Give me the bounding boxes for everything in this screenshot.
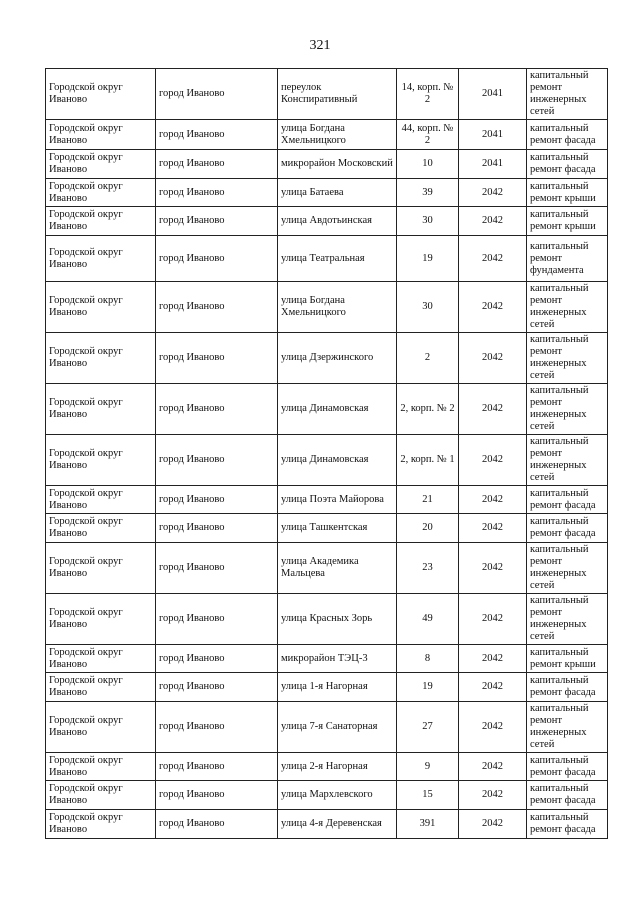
house-number-cell: 23 <box>397 543 459 594</box>
street-cell: улица Поэта Майорова <box>278 486 397 514</box>
house-number-cell: 49 <box>397 594 459 645</box>
work-type-cell: капитальный ремонт инженерных сетей <box>527 435 608 486</box>
municipality-cell: Городской округ Иваново <box>46 236 156 282</box>
year-cell: 2042 <box>459 333 527 384</box>
settlement-cell: город Иваново <box>156 69 278 120</box>
year-cell: 2042 <box>459 236 527 282</box>
year-cell: 2042 <box>459 781 527 810</box>
work-type-cell: капитальный ремонт инженерных сетей <box>527 69 608 120</box>
house-number-cell: 20 <box>397 514 459 543</box>
street-cell: улица 7-я Санаторная <box>278 702 397 753</box>
work-type-cell: капитальный ремонт инженерных сетей <box>527 282 608 333</box>
table-row <box>46 486 608 514</box>
work-type-cell: капитальный ремонт крыши <box>527 207 608 236</box>
work-type-cell: капитальный ремонт инженерных сетей <box>527 384 608 435</box>
municipality-cell: Городской округ Иваново <box>46 486 156 514</box>
settlement-cell: город Иваново <box>156 282 278 333</box>
municipality-cell: Городской округ Иваново <box>46 69 156 120</box>
year-cell: 2042 <box>459 673 527 702</box>
settlement-cell: город Иваново <box>156 753 278 781</box>
work-type-cell: капитальный ремонт фасада <box>527 486 608 514</box>
settlement-cell: город Иваново <box>156 179 278 207</box>
street-cell: улица Красных Зорь <box>278 594 397 645</box>
table-row <box>46 543 608 594</box>
settlement-cell: город Иваново <box>156 781 278 810</box>
settlement-cell: город Иваново <box>156 514 278 543</box>
table-row <box>46 333 608 384</box>
work-type-cell: капитальный ремонт крыши <box>527 645 608 673</box>
year-cell: 2041 <box>459 150 527 179</box>
settlement-cell: город Иваново <box>156 594 278 645</box>
house-number-cell: 2, корп. № 2 <box>397 384 459 435</box>
settlement-cell: город Иваново <box>156 486 278 514</box>
table-row <box>46 150 608 179</box>
house-number-cell: 14, корп. № 2 <box>397 69 459 120</box>
table-row <box>46 384 608 435</box>
municipality-cell: Городской округ Иваново <box>46 333 156 384</box>
municipality-cell: Городской округ Иваново <box>46 207 156 236</box>
street-cell: улица Батаева <box>278 179 397 207</box>
table-row <box>46 179 608 207</box>
table-row <box>46 594 608 645</box>
municipality-cell: Городской округ Иваново <box>46 435 156 486</box>
year-cell: 2042 <box>459 384 527 435</box>
work-type-cell: капитальный ремонт фасада <box>527 514 608 543</box>
house-number-cell: 39 <box>397 179 459 207</box>
work-type-cell: капитальный ремонт инженерных сетей <box>527 543 608 594</box>
work-type-cell: капитальный ремонт инженерных сетей <box>527 702 608 753</box>
municipality-cell: Городской округ Иваново <box>46 150 156 179</box>
municipality-cell: Городской округ Иваново <box>46 384 156 435</box>
house-number-cell: 21 <box>397 486 459 514</box>
work-type-cell: капитальный ремонт фасада <box>527 781 608 810</box>
year-cell: 2042 <box>459 435 527 486</box>
year-cell: 2041 <box>459 69 527 120</box>
street-cell: улица Богдана Хмельницкого <box>278 120 397 150</box>
street-cell: улица Академика Мальцева <box>278 543 397 594</box>
street-cell: улица Богдана Хмельницкого <box>278 282 397 333</box>
house-number-cell: 391 <box>397 810 459 839</box>
house-number-cell: 9 <box>397 753 459 781</box>
table-row <box>46 236 608 282</box>
municipality-cell: Городской округ Иваново <box>46 514 156 543</box>
year-cell: 2042 <box>459 207 527 236</box>
street-cell: улица 4-я Деревенская <box>278 810 397 839</box>
settlement-cell: город Иваново <box>156 236 278 282</box>
house-number-cell: 10 <box>397 150 459 179</box>
work-type-cell: капитальный ремонт фасада <box>527 753 608 781</box>
municipality-cell: Городской округ Иваново <box>46 781 156 810</box>
work-type-cell: капитальный ремонт инженерных сетей <box>527 333 608 384</box>
settlement-cell: город Иваново <box>156 810 278 839</box>
work-type-cell: капитальный ремонт фасада <box>527 120 608 150</box>
municipality-cell: Городской округ Иваново <box>46 673 156 702</box>
municipality-cell: Городской округ Иваново <box>46 594 156 645</box>
settlement-cell: город Иваново <box>156 645 278 673</box>
house-number-cell: 2 <box>397 333 459 384</box>
municipality-cell: Городской округ Иваново <box>46 282 156 333</box>
work-type-cell: капитальный ремонт инженерных сетей <box>527 594 608 645</box>
settlement-cell: город Иваново <box>156 673 278 702</box>
year-cell: 2042 <box>459 810 527 839</box>
street-cell: улица Театральная <box>278 236 397 282</box>
municipality-cell: Городской округ Иваново <box>46 120 156 150</box>
table-row <box>46 781 608 810</box>
street-cell: улица Динамовская <box>278 384 397 435</box>
settlement-cell: город Иваново <box>156 120 278 150</box>
settlement-cell: город Иваново <box>156 333 278 384</box>
house-number-cell: 15 <box>397 781 459 810</box>
house-number-cell: 30 <box>397 282 459 333</box>
settlement-cell: город Иваново <box>156 702 278 753</box>
house-number-cell: 44, корп. № 2 <box>397 120 459 150</box>
municipality-cell: Городской округ Иваново <box>46 753 156 781</box>
municipality-cell: Городской округ Иваново <box>46 645 156 673</box>
settlement-cell: город Иваново <box>156 150 278 179</box>
settlement-cell: город Иваново <box>156 207 278 236</box>
street-cell: улица Ташкентская <box>278 514 397 543</box>
year-cell: 2042 <box>459 486 527 514</box>
street-cell: переулок Конспиративный <box>278 69 397 120</box>
table-row <box>46 645 608 673</box>
municipality-cell: Городской округ Иваново <box>46 702 156 753</box>
table-body <box>46 69 608 839</box>
settlement-cell: город Иваново <box>156 384 278 435</box>
repair-schedule-table <box>45 68 608 839</box>
table-row <box>46 435 608 486</box>
municipality-cell: Городской округ Иваново <box>46 179 156 207</box>
year-cell: 2042 <box>459 645 527 673</box>
table-row <box>46 810 608 839</box>
work-type-cell: капитальный ремонт фасада <box>527 673 608 702</box>
house-number-cell: 19 <box>397 236 459 282</box>
year-cell: 2042 <box>459 753 527 781</box>
table-row <box>46 702 608 753</box>
table-row <box>46 514 608 543</box>
table-row <box>46 207 608 236</box>
street-cell: микрорайон Московский <box>278 150 397 179</box>
year-cell: 2042 <box>459 543 527 594</box>
municipality-cell: Городской округ Иваново <box>46 810 156 839</box>
house-number-cell: 30 <box>397 207 459 236</box>
settlement-cell: город Иваново <box>156 435 278 486</box>
table-row <box>46 69 608 120</box>
house-number-cell: 27 <box>397 702 459 753</box>
street-cell: улица Динамовская <box>278 435 397 486</box>
table-row <box>46 673 608 702</box>
municipality-cell: Городской округ Иваново <box>46 543 156 594</box>
year-cell: 2042 <box>459 702 527 753</box>
year-cell: 2042 <box>459 594 527 645</box>
street-cell: улица Мархлевского <box>278 781 397 810</box>
table-row <box>46 120 608 150</box>
house-number-cell: 19 <box>397 673 459 702</box>
street-cell: микрорайон ТЭЦ-3 <box>278 645 397 673</box>
work-type-cell: капитальный ремонт фасада <box>527 810 608 839</box>
street-cell: улица 2-я Нагорная <box>278 753 397 781</box>
year-cell: 2042 <box>459 179 527 207</box>
house-number-cell: 2, корп. № 1 <box>397 435 459 486</box>
year-cell: 2041 <box>459 120 527 150</box>
street-cell: улица Дзержинского <box>278 333 397 384</box>
street-cell: улица Авдотьинская <box>278 207 397 236</box>
work-type-cell: капитальный ремонт крыши <box>527 179 608 207</box>
table-row <box>46 753 608 781</box>
work-type-cell: капитальный ремонт фундамента <box>527 236 608 282</box>
year-cell: 2042 <box>459 282 527 333</box>
settlement-cell: город Иваново <box>156 543 278 594</box>
street-cell: улица 1-я Нагорная <box>278 673 397 702</box>
house-number-cell: 8 <box>397 645 459 673</box>
work-type-cell: капитальный ремонт фасада <box>527 150 608 179</box>
page-number: 321 <box>309 38 331 53</box>
table-row <box>46 282 608 333</box>
year-cell: 2042 <box>459 514 527 543</box>
